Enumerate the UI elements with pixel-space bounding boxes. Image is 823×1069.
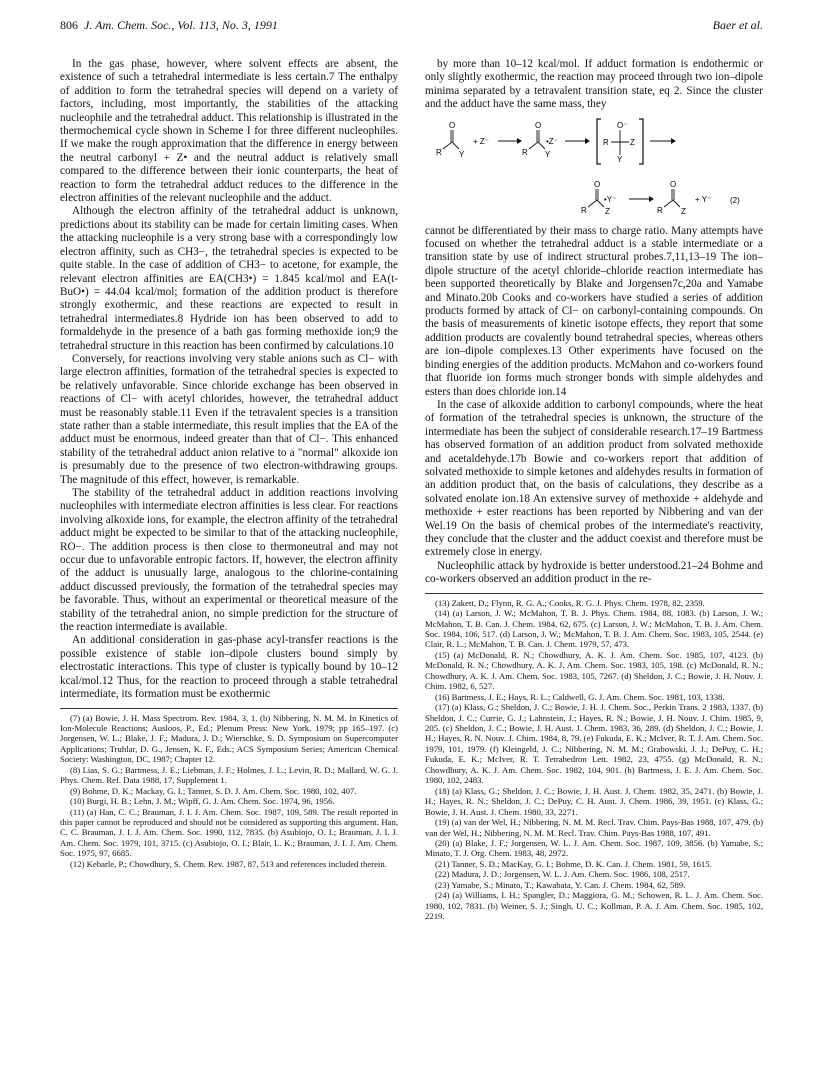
atom-z: Z: [605, 206, 610, 216]
y-dot: •Y⁻: [604, 194, 617, 204]
reference: (12) Kebarle, P.; Chowdhury, S. Chem. Rev. 1987, 87, 513 and references included therein.: [70, 858, 387, 869]
arrow-2: [565, 138, 590, 144]
tetrahedral-transition-state: [597, 119, 643, 164]
right-body-bottom: [425, 225, 763, 587]
carbonyl-reactant: [436, 121, 465, 159]
left-references: [60, 713, 398, 870]
atom-o: O: [670, 179, 677, 189]
footnote-divider: [425, 593, 763, 594]
leaving-group-y: + Y⁻: [695, 194, 712, 204]
left-body: [60, 58, 398, 702]
atom-o-minus: O⁻: [617, 120, 628, 130]
reference: (19) (a) van der Wel, H.; Nibbering, N. M. M. Recl. Trav. Chim. Pays-Bas 1988, 107, 479. (b) van der Wel, H.; Nibbering, N. M. M. Recl. Trav. Chim. Pays-Bas 1988, 107, 491.: [425, 817, 763, 838]
reaction-scheme: [425, 116, 763, 216]
paragraph: by more than 10–12 kcal/mol. If adduct formation is endothermic or only slightly exothermic, the reaction may proceed through two ion–dipole minima separated by a tetravalent transition state, eq 2. Since the cluster and the adduct have the same mass, they: [425, 58, 763, 111]
reference: (8) Lias, S. G.; Bartmess, J. E.; Liebman, J. F.; Holmes, J. L.; Levin, R. D.; Mallard, W. G. J. Phys. Chem. Ref. Data 1988, 17, Supplement 1.: [60, 764, 398, 786]
carbonyl-product: [657, 180, 686, 216]
atom-r: R: [581, 205, 587, 215]
paragraph: An additional consideration in gas-phase acyl-transfer reactions is the possible existence of stable ion–dipole clusters bound simply by electrostatic interactions. This type of cluster is typically bound by 10–12 kcal/mol.12 Thus, for the reaction to proceed through a stable tetrahedral intermediate, its formation must be exothermic: [60, 634, 398, 701]
reference: (22) Madura, J. D.; Jorgensen, W. L. J. Am. Chem. Soc. 1986, 108, 2517.: [435, 869, 690, 880]
ion-dipole-complex: [522, 121, 558, 159]
atom-y: Y: [617, 154, 623, 164]
reference: (13) Zakett, D.; Flynn, R. G. A.; Cooks, R. G. J. Phys. Chem. 1978, 82, 2359.: [435, 597, 705, 608]
atom-y: Y: [545, 149, 551, 159]
left-column: [60, 58, 398, 869]
reference: (17) (a) Klass, G.; Sheldon, J. C.; Bowie, J. H. J. Chem. Soc., Perkin Trans. 2 1983, 1337. (b) Sheldon, J. C.; Currie, G. J.; Lahnstein, J.; Hayes, R. N.; Bowie, J. H. Nouv. J. Chim. 1985, 9, 205. (c) Sheldon, J. C.; Bowie, J. H. Aust. J. Chem. 1983, 36, 289. (d) Sheldon, J. C.; Bowie, J. H.; Hayes, R. N. Nouv. J. Chim. 1984, 8, 79. (e) Fukuda, E. K.; McIver, R. T. J. Am. Chem. Soc. 1979, 101, 1979. (f) Kleingeld, J. C.; Nibbering, N. M. M.; Grabowski, J. J.; DePuy, C. H.; Fukuda, E. K.; McIver, R. T. Tetrahedron Lett. 1982, 23, 4755. (g) McDonald, R. N.; Chowdhury, A. K. J. Am. Chem. Soc. 1982, 104, 901. (h) Bartmess, J. E. J. Am. Chem. Soc. 1980, 102, 2483.: [425, 702, 763, 786]
footnote-divider: [60, 708, 398, 709]
arrow-3: [650, 138, 676, 144]
paragraph: Conversely, for reactions involving very stable anions such as Cl− with large electron affinities, formation of the tetrahedral species is expected to be relatively unfavorable. Since chloride exchange has been observed in reactions of Cl− with acetyl chlorides, however, the tetrahedral adduct must be reasonably stable.11 Even if the tetravalent species is a transition state rather than a stable intermediate, this result implies that the EA of the adduct must be enormous, indeed greater than that of Cl−. This enhanced stability of the tetrahedral adduct anion relative to a "normal" alkoxide ion is presumably due to the presence of two electron-withdrawing groups. The magnitude of this effect, however, is remarkable.: [60, 352, 398, 486]
reference: (24) (a) Williams, I. H.; Spangler, D.; Maggiora, G. M.; Schowen, R. L. J. Am. Chem. Soc. 1980, 102, 7831. (b) Weiner, S. J.; Singh, U. C.; Kollman, P. A. J. Am. Chem. Soc. 1985, 102, 2219.: [425, 890, 763, 922]
paragraph: Nucleophilic attack by hydroxide is better understood.21–24 Bohme and co-workers observed an addition product in the re-: [425, 559, 763, 586]
paragraph: The stability of the tetrahedral adduct in addition reactions involving nucleophiles with intermediate electron affinities is less clear. For reactions involving alkoxide ions, for example, the electron affinity of the tetrahedral adduct might be expected to be similar to that of the attacking nucleophile, RO−. The addition process is then close to thermoneutral and may not occur due to unfavorable entropic factors. If, however, the electron affinity of the adduct is unusually large, analogous to the chlorine-containing adduct discussed previously, the formation of the tetrahedral species may be favorable. Thus, without an experimental or theoretical measure of the stability of the tetrahedral anion, no simple prediction for the structure of the reaction intermediate is available.: [60, 487, 398, 634]
reference: (20) (a) Blake, J. F.; Jorgensen, W. L. J. Am. Chem. Soc. 1987, 109, 3856. (b) Yamabe, S.; Minato, T. J. Org. Chem. 1983, 48, 2972.: [425, 838, 763, 859]
paragraph: Although the electron affinity of the tetrahedral adduct is unknown, predictions about its stability can be made for certain limiting cases. When the attacking nucleophile is a very strong base with a correspondingly low electron affinity, such as CH3−, the tetrahedral species is expected to be quite stable. In the case of addition of CH3− to acetone, for example, the relevant electron affinities are EA(CH3•) = 1.845 kcal/mol and EA(t-BuO•) = 44.04 kcal/mol; formation of the addition product is therefore strongly exothermic, and these reactions are expected to result in tetrahedral intermediates.8 Hydride ion has been observed to add to formaldehyde in the presence of a bath gas forming methoxide ion;9 the tetrahedral structure in this reaction has been confirmed by calculations.10: [60, 205, 398, 352]
reference: (15) (a) McDonald, R. N.; Chowdhury, A. K. J. Am. Chem. Soc. 1985, 107, 4123. (b) McDonald, R. N.; Chowdhury, A. K. J. Am. Chem. Soc. 1983, 105, 198. (c) McDonald, R. N.; Chowdhury, A. K. J. Am. Chem. Soc. 1983, 105, 7267. (d) Sheldon, J. C.; Bowie, J. H. Nouv. J. Chim. 1982, 6, 527.: [425, 649, 763, 692]
atom-r: R: [522, 147, 528, 157]
journal-citation: J. Am. Chem. Soc., Vol. 113, No. 3, 1991: [84, 18, 278, 32]
z-dot: •Z⁻: [546, 136, 558, 146]
product-complex: [581, 180, 616, 216]
reference: (11) (a) Han, C. C.; Brauman, J. I. J. Am. Chem. Soc. 1987, 109, 589. The result reported in this paper cannot be reproduced and should not be considered as supporting this argument. Han, C. C. Brauman, J. I. J. Am. Chem. Soc. 1990, 112, 7835. (b) Asubiojo, O. I.; Brauman, J. I. J. Am. Chem. Soc. 1979, 101, 3715. (c) Asubiojo, O. I.; Blair, L. K.; Brauman, J. I. J. Am. Chem. Soc. 1975, 97, 6685.: [60, 806, 398, 859]
atom-r: R: [603, 137, 609, 147]
paragraph: In the case of alkoxide addition to carbonyl compounds, where the heat of formation of the tetrahedral species is unknown, the structure of the intermediate has been the subject of considerable research.17–19 Bartmess has observed formation of an addition product from solvated methoxide and acetaldehyde.17b Bowie and co-workers report that addition of solvated methoxide to simple ketones and aldehydes results in formation of an addition product that, on the basis of calculations, they describe as a solvated enolate ion.18 An extensive survey of methoxide + aldehyde and methoxide + ester reactions has been reported by Nibbering and van der Wel.19 On the basis of chemical probes of the intermediate's reactivity, they conclude that the cluster and the adduct coexist and therefore must be extremely close in energy.: [425, 398, 763, 559]
atom-o: O: [449, 120, 456, 130]
paragraph: cannot be differentiated by their mass to charge ratio. Many attempts have focused on whether the tetrahedral adduct is a stable intermediate or a transition state by use of indirect structural probes.7,11,13–19 The ion–dipole structure of the acetyl chloride–chloride reaction intermediate has been supported theoretically by Blake and Jorgensen7c,20a and Yamabe and Minato.20b Cooks and co-workers have studied a series of addition products formed by attack of Cl− on carbonyl-containing compounds. On the basis of measurements of kinetic isotope effects, they report that some addition products are covalently bound tetrahedral species, whereas others are ion–dipole complexes.13 Other experiments have focused on the binding energies of the addition products. McMahon and co-workers found that fluoride ion forms much stronger bonds with simple aldehydes and esters than does chloride ion.14: [425, 224, 763, 398]
atom-z: Z: [630, 137, 635, 147]
atom-o: O: [535, 120, 542, 130]
atom-y: Y: [459, 149, 465, 159]
atom-o: O: [594, 179, 601, 189]
atom-r: R: [657, 205, 663, 215]
page-header: [60, 18, 763, 36]
reference: (10) Burgi, H. B.; Lehn, J. M.; Wipff, G. J. Am. Chem. Soc. 1974, 96, 1956.: [70, 796, 335, 807]
right-column: [425, 58, 763, 922]
reference: (16) Bartmess, J. E.; Hays, R. L.; Caldwell, G. J. Am. Chem. Soc. 1981, 103, 1338.: [435, 691, 725, 702]
arrow-1: [498, 138, 522, 144]
equation-label: (2): [730, 195, 740, 205]
right-body-top: [425, 58, 763, 112]
right-references: [425, 598, 763, 922]
reference: (7) (a) Bowie, J. H. Mass Spectrom. Rev. 1984, 3, 1. (b) Nibbering, N. M. M. In Kinetics of Ion-Molecule Reactions; Ausloos, P., Ed.; Plenum Press: New York, 1979; pp 165–197. (c) Jorgensen, W. L.; Blake, J. F.; Madura, J. D.; Wierschke, S. D. Symposium on Supercomputer Applications; Truhlar, D. G., Jensen, K. F., Eds.; ACS Symposium Series; American Chemical Society: Washington, DC, 1987; Chapter 12.: [60, 712, 398, 765]
atom-z: Z: [681, 206, 686, 216]
paragraph: In the gas phase, however, where solvent effects are absent, the existence of such a tetrahedral intermediate is less certain.7 The enthalpy of addition to form the tetrahedral species will depend on a variety of factors, including, most importantly, the stabilities of the attacking nucleophile and the tetrahedral adduct. This relationship is illustrated in the thermochemical cycle shown in Scheme I for three different nucleophiles. If we make the rough approximation that the difference in energy between the neutral carbonyl + Z• and the neutral adduct is relatively small compared to the difference between their ionic counterparts, the heat of reaction to form the tetrahedral adduct reduces to the difference in the electron affinities of the relevant nucleophile and the adduct.: [60, 58, 398, 205]
reagent-z: + Z⁻: [473, 136, 490, 146]
atom-r: R: [436, 147, 442, 157]
page-number: 806: [60, 18, 78, 32]
running-head: [60, 18, 278, 33]
reference: (21) Tanner, S. D.; MacKay, G. I.; Bohme, D. K. Can. J. Chem. 1981, 59, 1615.: [435, 858, 712, 869]
authors: Baer et al.: [712, 18, 763, 32]
reference: (14) (a) Larson, J. W.; McMahon, T. B. J. Phys. Chem. 1984, 88, 1083. (b) Larson, J. W.; McMahon, T. B. Can. J. Chem. 1984, 62, 675. (c) Larson, J. W.; McMahon, T. B. J. Am. Chem. Soc. 1984, 106, 517. (d) Larson, J. W.; McMahon, T. B. J. Am. Chem. Soc. 1983, 105, 2544. (e) Clair, R. L.; McMahon, T. B. Can. J. Chem. 1979, 57, 473.: [425, 608, 763, 650]
reference: (9) Bohme, D. K.; Mackay, G. I.; Tanner, S. D. J. Am. Chem. Soc. 1980, 102, 407.: [70, 785, 357, 796]
arrow-4: [629, 196, 654, 202]
reference: (23) Yamabe, S.; Minato, T.; Kawabata, Y. Can. J. Chem. 1984, 62, 589.: [435, 879, 686, 890]
reference: (18) (a) Klass, G.; Sheldon, J. C.; Bowie, J. H. Aust. J. Chem. 1982, 35, 2471. (b) Bowie, J. H.; Hayes, R. N.; Sheldon, J. C.; DePuy, C. H. Aust. J. Chem. 1986, 39, 1951. (c) Klass, G.; Bowie, J. H. Aust. J. Chem. 1980, 33, 2271.: [425, 785, 763, 817]
